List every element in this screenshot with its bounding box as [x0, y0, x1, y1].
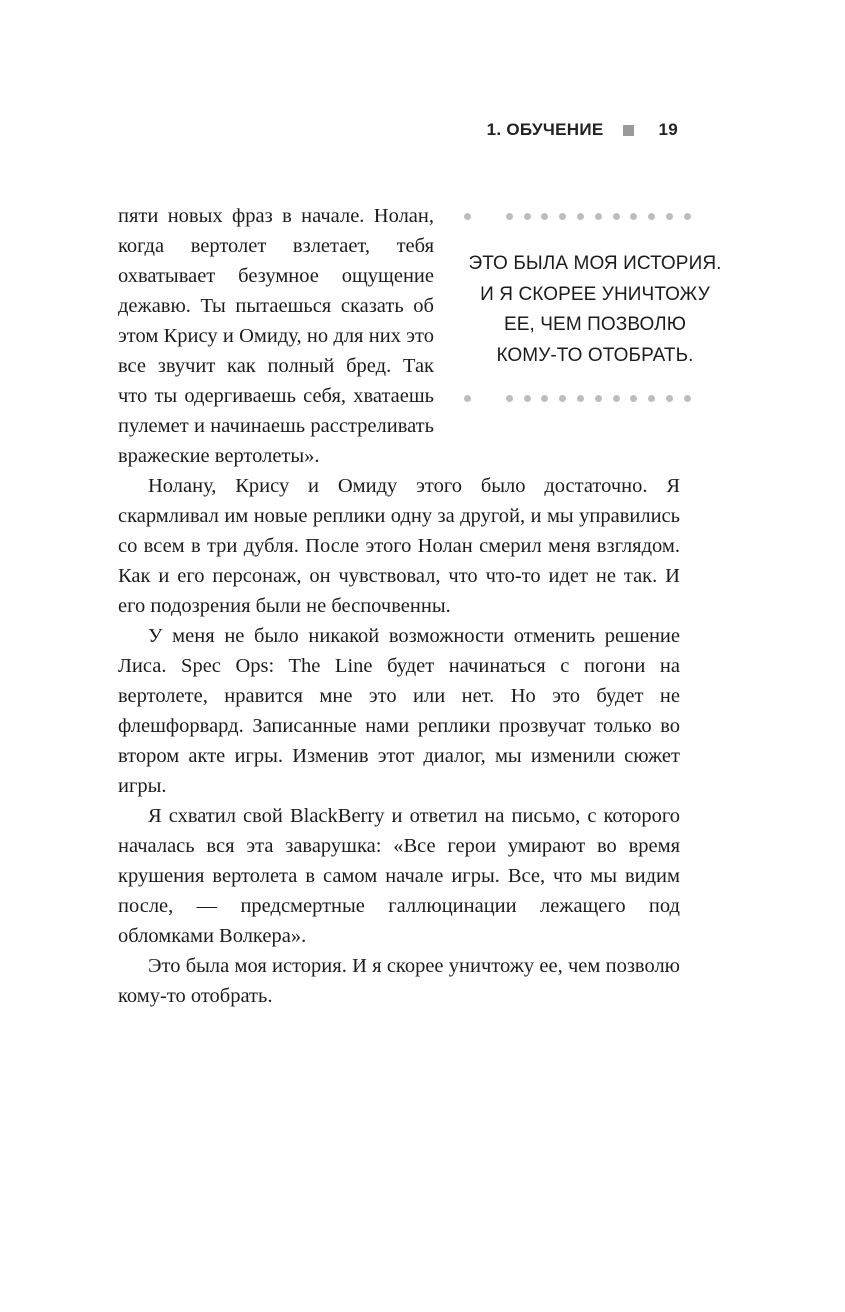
square-separator-icon: [623, 125, 634, 136]
dot-icon: [464, 395, 471, 402]
dot-icon: [524, 213, 531, 220]
paragraph-text: пяти новых фраз в начале. Нолан, когда вертолет взлетает, тебя охватывает безумное ощущение дежавю. Ты пытаешься сказать об этом Крису и Омиду, но для них это все звучит как полный бред. Так что ты одергиваешь себя, хватаешь пулемет и начинаешь расстреливать вражеские вертолеты».: [118, 205, 434, 467]
dot-icon: [559, 213, 566, 220]
dot-icon: [541, 395, 548, 402]
dot-icon: [630, 213, 637, 220]
paragraph-4: Я схватил свой BlackBerry и ответил на письмо, с которого началась вся эта заварушка: «Все герои умирают во время крушения вертолета в самом начале игры. Все, что мы видим после, — предсмертные галлюцинации лежащего под обломками Волкера».: [118, 805, 680, 947]
pull-quote-line: ЕЕ, ЧЕМ ПОЗВОЛЮ: [503, 314, 687, 335]
dot-icon: [595, 213, 602, 220]
chapter-title: 1. ОБУЧЕНИЕ: [486, 120, 604, 139]
dot-icon: [684, 213, 691, 220]
dot-icon: [613, 213, 620, 220]
dot-icon: [630, 395, 637, 402]
dot-icon: [506, 213, 513, 220]
dot-icon: [541, 213, 548, 220]
dot-icon: [684, 395, 691, 402]
pull-quote-line: И Я СКОРЕЕ УНИЧТОЖУ: [480, 283, 710, 305]
dot-icon: [648, 213, 655, 220]
body-text: [118, 201, 722, 1011]
dot-icon: [524, 395, 531, 402]
dot-icon: [577, 213, 584, 220]
pull-quote-line: ЭТО БЫЛА МОЯ ИСТОРИЯ.: [468, 253, 722, 274]
paragraph-2: Нолану, Крису и Омиду этого было достаточно. Я скармливал им новые реплики одну за другой, и мы управились со всем в три дубля. После этого Нолан смерил меня взглядом. Как и его персонаж, он чувствовал, что что-то идет не так. И его подозрения были не беспочвенны.: [118, 475, 680, 617]
dot-icon: [666, 395, 673, 402]
dot-icon: [577, 395, 584, 402]
dot-icon: [613, 395, 620, 402]
paragraph-5: Это была моя история. И я скорее уничтожу ее, чем позволю кому-то отобрать.: [118, 955, 680, 1007]
pull-quote: [464, 201, 726, 413]
pull-quote-line: КОМУ-ТО ОТОБРАТЬ.: [496, 344, 694, 366]
running-head: [487, 120, 678, 140]
pull-quote-text: [464, 231, 726, 383]
dots-divider-bottom: [464, 383, 726, 413]
page-number: 19: [658, 120, 678, 139]
dot-icon: [666, 213, 673, 220]
paragraph-3: У меня не было никакой возможности отменить решение Лиса. Spec Ops: The Line будет начинаться с погони на вертолете, нравится мне это или нет. Но это будет не флешфорвард. Записанные нами реплики прозвучат только во втором акте игры. Изменив этот диалог, мы изменили сюжет игры.: [118, 625, 680, 797]
dot-icon: [506, 395, 513, 402]
dot-icon: [595, 395, 602, 402]
dot-icon: [559, 395, 566, 402]
dots-divider-top: [464, 201, 726, 231]
dot-icon: [464, 213, 471, 220]
dot-icon: [648, 395, 655, 402]
